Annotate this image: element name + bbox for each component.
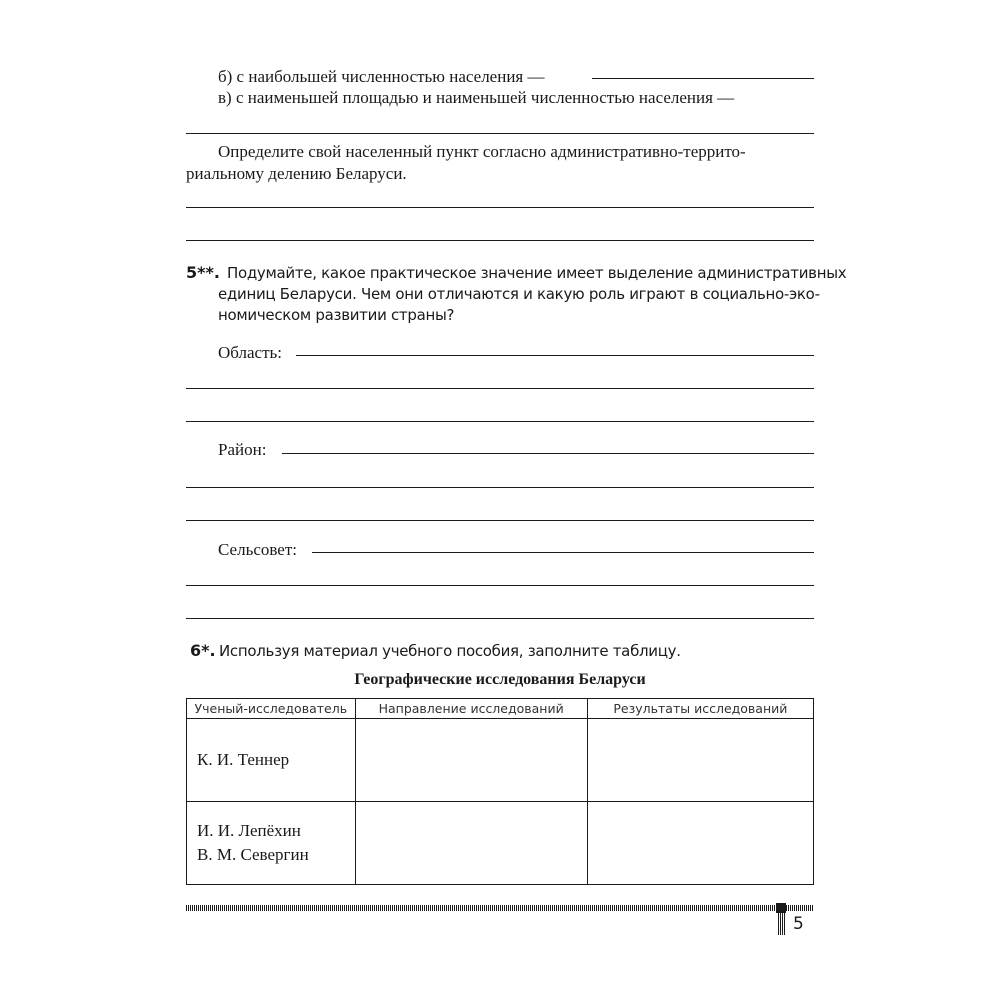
answer-line[interactable] [186,520,814,521]
page-number: 5 [793,914,804,934]
direction-cell[interactable] [355,802,587,885]
region-input-line[interactable] [296,355,814,356]
col-header-results: Результаты исследований [587,699,813,719]
table-title: Географические исследования Беларуси [354,671,646,688]
scientist-name: И. И. Лепёхин [197,821,301,840]
table-row [187,719,814,802]
answer-line[interactable] [186,133,814,134]
answer-line[interactable] [186,207,814,208]
council-label: Сельсовет: [218,540,297,559]
district-label: Район: [218,440,267,459]
scientist-cell [187,719,356,802]
table-row [187,802,814,885]
answer-line-v-label: в) с наименьшей площадью и наименьшей численностью населения — [218,88,735,107]
answer-line[interactable] [186,421,814,422]
task5-line2: единиц Беларуси. Чем они отличаются и какую роль играют в социально-эко- [218,285,820,303]
answer-line[interactable] [186,618,814,619]
define-prompt-line1: Определите свой населенный пункт согласно административно-террито- [218,142,746,161]
region-label: Область: [218,343,282,362]
task5-line1: Подумайте, какое практическое значение имеет выделение административных [227,264,847,282]
research-table [186,698,814,885]
scientist-cell [187,802,356,885]
table-header-row [187,699,814,719]
col-header-scientist: Ученый-исследователь [187,699,356,719]
answer-line[interactable] [186,240,814,241]
define-prompt-line2: риальному делению Беларуси. [186,164,407,183]
col-header-direction: Направление исследований [355,699,587,719]
footer-stripes [778,913,785,935]
task5-line3: номическом развитии страны? [218,306,455,324]
footer-rule [186,905,814,911]
task6-text: Используя материал учебного пособия, заполните таблицу. [219,642,681,660]
answer-line-b[interactable] [592,78,814,79]
answer-line-b-label: б) с наибольшей численностью населения — [218,67,545,86]
scientist-name: В. М. Севергин [197,845,309,864]
results-cell[interactable] [587,719,813,802]
footer-marker [776,903,786,913]
district-input-line[interactable] [282,453,814,454]
scientist-name: К. И. Теннер [197,750,290,769]
task6-number: 6*. [190,641,216,660]
answer-line[interactable] [186,487,814,488]
direction-cell[interactable] [355,719,587,802]
results-cell[interactable] [587,802,813,885]
answer-line[interactable] [186,388,814,389]
council-input-line[interactable] [312,552,814,553]
answer-line[interactable] [186,585,814,586]
task5-number: 5**. [186,263,220,282]
